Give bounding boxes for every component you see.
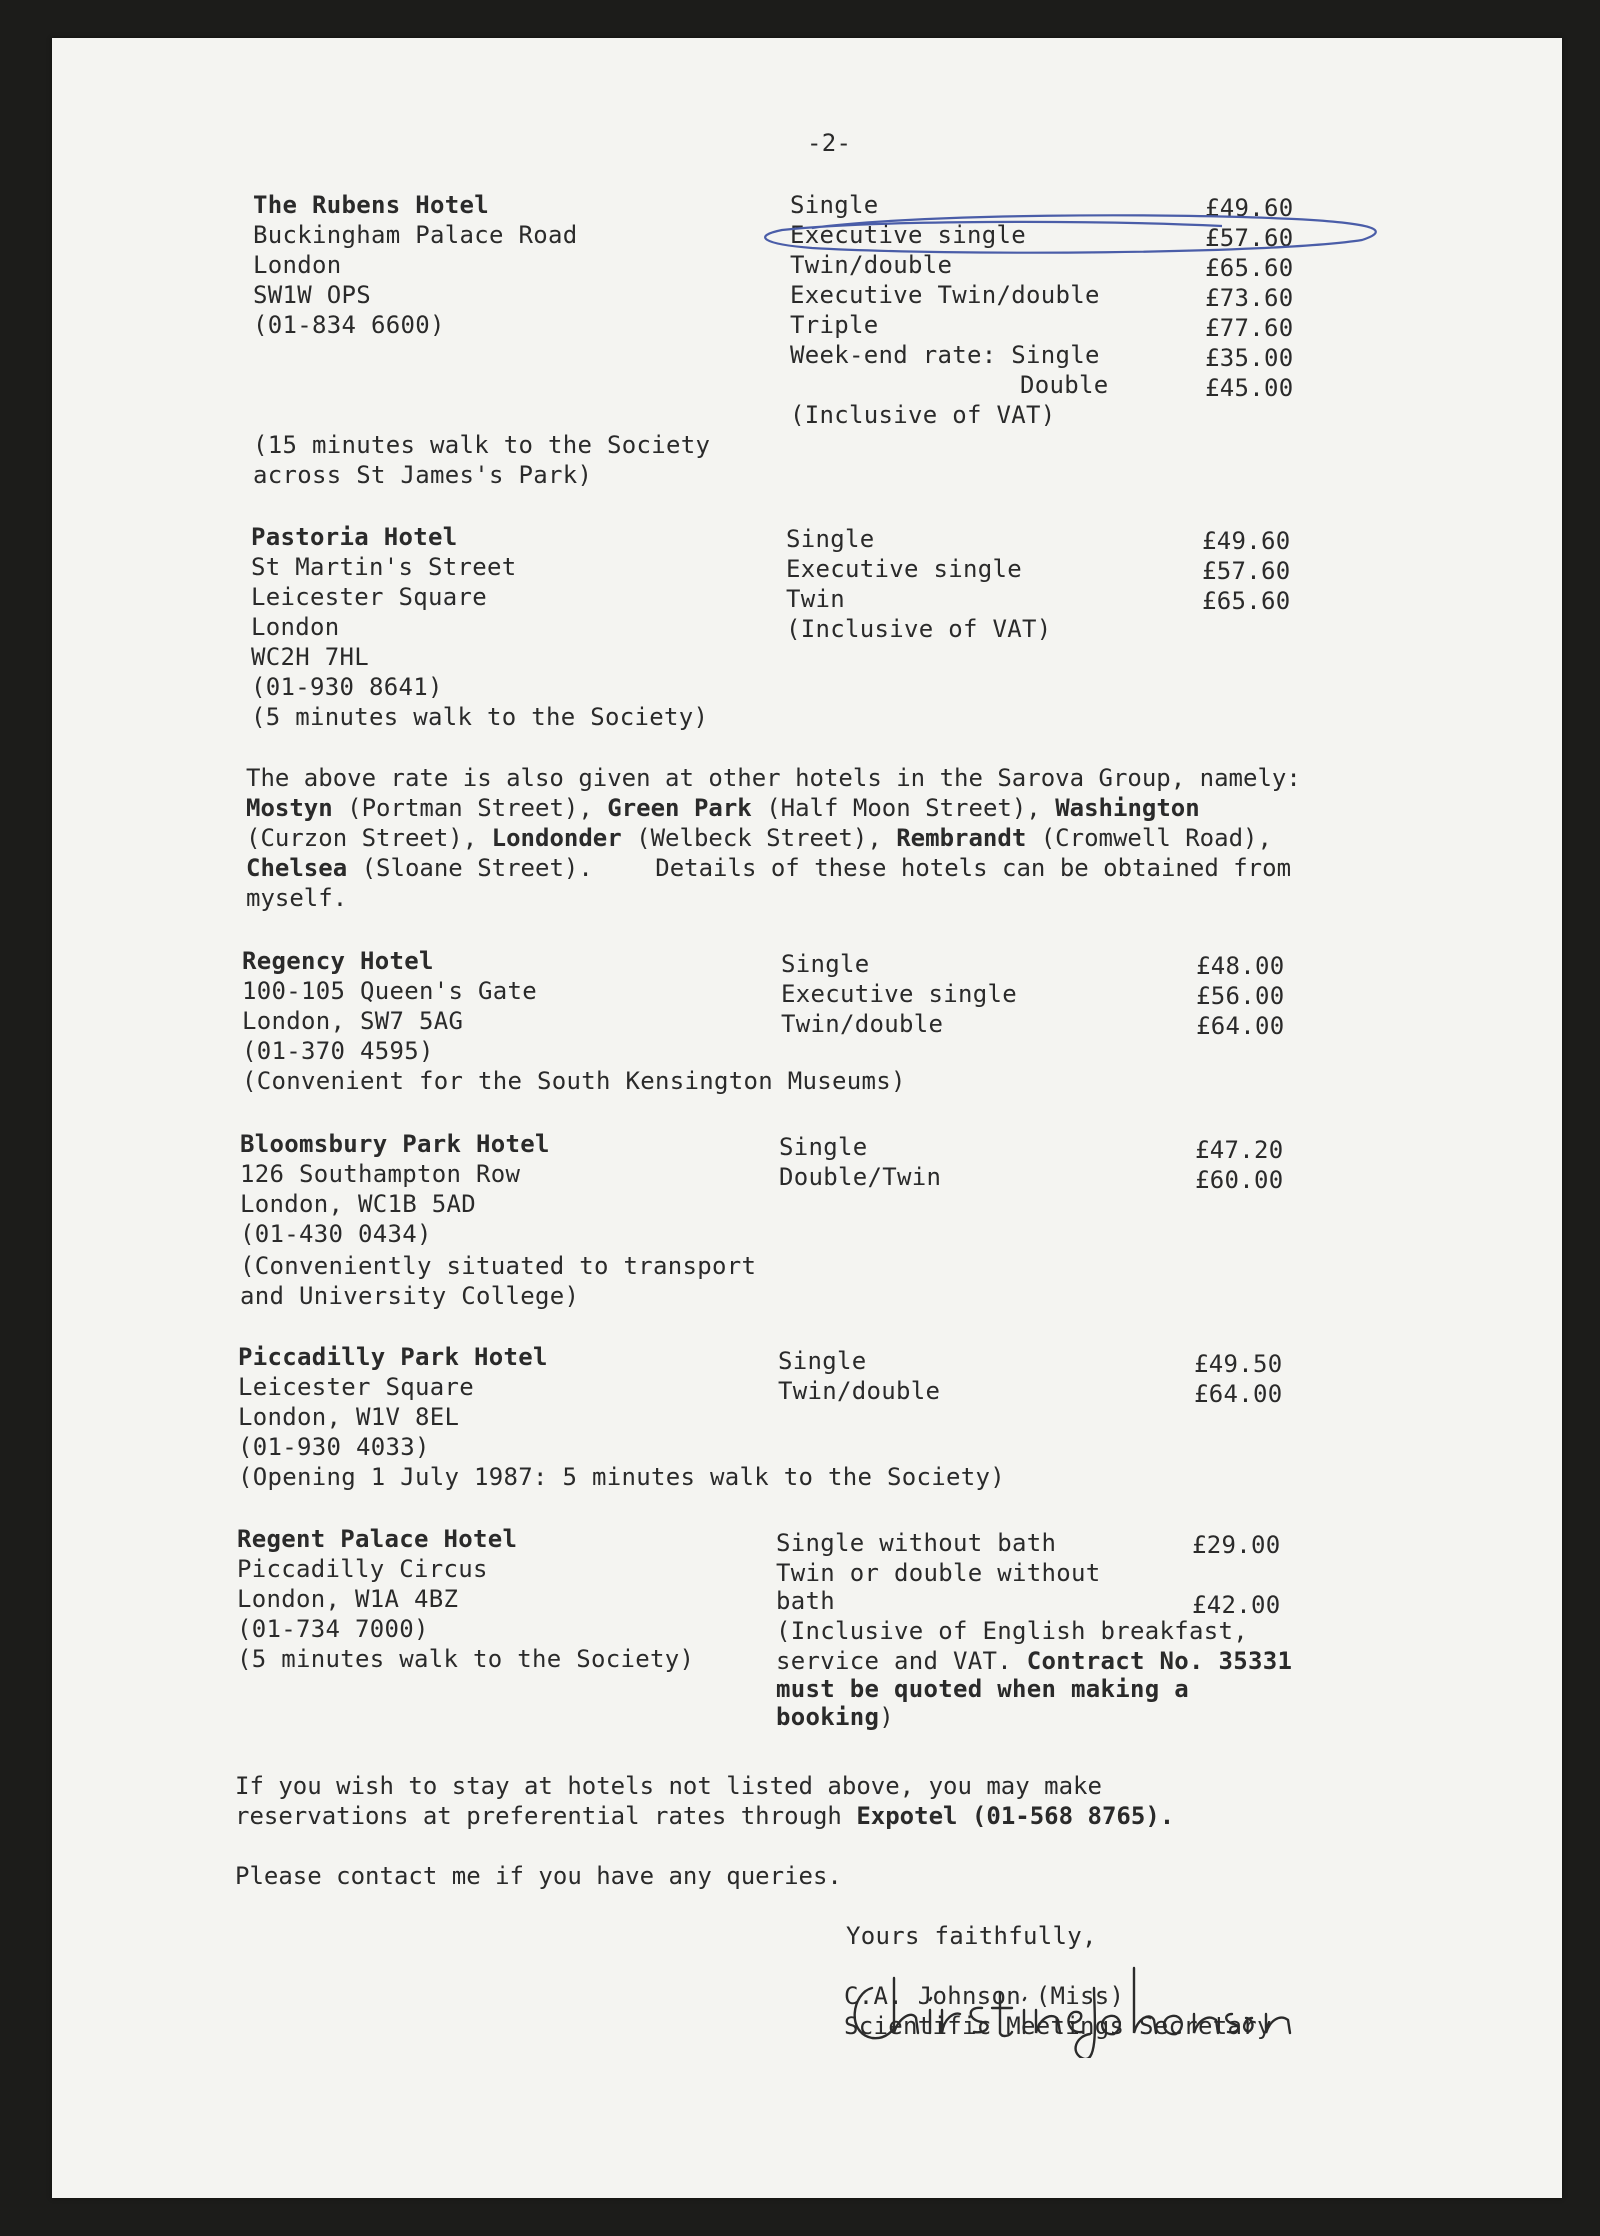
contract-note (776, 1702, 894, 1732)
hotel-name: Piccadilly Park Hotel (238, 1343, 548, 1371)
sarova-street: (Half Moon Street), (766, 794, 1041, 822)
hotel-phone: (01-430 0434) (240, 1220, 432, 1248)
hotel-address: 100-105 Queen's Gate (242, 977, 537, 1005)
pen-circle-mark (752, 206, 1392, 266)
salutation: Yours faithfully, (846, 1922, 1097, 1950)
rate-price: £49.50 (1194, 1350, 1283, 1378)
rates-note: (Inclusive of VAT) (786, 615, 1052, 643)
hotel-note: (Opening 1 July 1987: 5 minutes walk to the Society) (238, 1463, 1005, 1491)
hotel-address: London, SW7 5AG (242, 1007, 464, 1035)
rate-price: £49.60 (1205, 194, 1294, 222)
rate-label: Double (1020, 371, 1109, 399)
sarova-hotel: Green Park (607, 794, 752, 822)
rate-label: Twin (786, 585, 845, 613)
rate-price: £65.60 (1205, 254, 1294, 282)
hotel-address: 126 Southampton Row (240, 1160, 521, 1188)
rate-label: Executive single (790, 221, 1026, 249)
other-hotels-line: If you wish to stay at hotels not listed above, you may make (235, 1772, 1102, 1800)
contract-note: must be quoted when making a (776, 1675, 1189, 1703)
rate-price: £64.00 (1196, 1012, 1285, 1040)
hotel-phone: (01-930 4033) (238, 1433, 430, 1461)
rate-label: Single (786, 525, 875, 553)
sarova-line (246, 823, 1272, 853)
rates-note-text: service and VAT. (776, 1647, 1012, 1675)
hotel-address: London, W1A 4BZ (237, 1585, 459, 1613)
rate-price: £57.60 (1205, 224, 1294, 252)
hotel-name: The Rubens Hotel (253, 191, 489, 219)
sarova-line (246, 853, 1291, 883)
hotel-address: WC2H 7HL (251, 643, 369, 671)
expotel-contact: Expotel (01-568 8765). (856, 1802, 1175, 1830)
rates-note: (Inclusive of VAT) (790, 401, 1056, 429)
rate-label: Double/Twin (779, 1163, 942, 1191)
sarova-street: (Portman Street), (347, 794, 593, 822)
hotel-note: (5 minutes walk to the Society) (251, 703, 709, 731)
hotel-name: Regency Hotel (242, 947, 434, 975)
hotel-note: (Conveniently situated to transport (240, 1252, 757, 1280)
rates-note (776, 1646, 1292, 1676)
rate-label: Triple (790, 311, 879, 339)
rate-label: Single (790, 191, 879, 219)
rate-label: Twin/double (781, 1010, 944, 1038)
contract-number: Contract No. 35331 (1026, 1647, 1293, 1675)
rate-label: Week-end rate: Single (790, 341, 1100, 369)
contract-note-end: booking (776, 1703, 880, 1731)
hotel-address: Leicester Square (238, 1373, 474, 1401)
rate-label: Single without bath (776, 1529, 1057, 1557)
sarova-hotel: Rembrandt (896, 824, 1027, 852)
signatory-name: C.A. Johnson (Miss) (844, 1982, 1125, 2010)
rate-price: £42.00 (1192, 1591, 1281, 1619)
other-hotels-line (235, 1801, 1174, 1831)
contract-note-paren: ) (879, 1703, 894, 1731)
hotel-address: London (253, 251, 342, 279)
hotel-phone: (01-734 7000) (237, 1615, 429, 1643)
rate-label: Single (778, 1347, 867, 1375)
rate-price: £48.00 (1196, 952, 1285, 980)
rates-note: (Inclusive of English breakfast, (776, 1617, 1248, 1645)
rate-label: Twin or double without (776, 1559, 1101, 1587)
sarova-street: (Cromwell Road), (1040, 824, 1272, 852)
rate-price: £65.60 (1202, 587, 1291, 615)
hotel-note: and University College) (240, 1282, 580, 1310)
rate-label: Executive single (786, 555, 1022, 583)
signatory-title: Scientific Meetings Secretary (844, 2012, 1272, 2040)
hotel-address: London (251, 613, 340, 641)
rate-price: £35.00 (1205, 344, 1294, 372)
rate-label: Twin/double (790, 251, 953, 279)
rate-price: £64.00 (1194, 1380, 1283, 1408)
sarova-intro: The above rate is also given at other hotels in the Sarova Group, namely: (246, 764, 1301, 792)
sarova-hotel: Washington (1055, 794, 1200, 822)
sarova-line (246, 793, 1200, 823)
hotel-address: Buckingham Palace Road (253, 221, 578, 249)
hotel-address: Piccadilly Circus (237, 1555, 488, 1583)
hotel-name: Bloomsbury Park Hotel (240, 1130, 550, 1158)
hotel-note: across St James's Park) (253, 461, 593, 489)
hotel-address: St Martin's Street (251, 553, 517, 581)
hotel-note: (Convenient for the South Kensington Museums) (242, 1067, 906, 1095)
rate-label: Single (779, 1133, 868, 1161)
rate-price: £49.60 (1202, 527, 1291, 555)
hotel-address: London, WC1B 5AD (240, 1190, 476, 1218)
sarova-street: (Curzon Street), (246, 824, 478, 852)
rate-price: £73.60 (1205, 284, 1294, 312)
sarova-details: Details of these hotels can be obtained from (655, 854, 1292, 882)
sarova-street: (Welbeck Street), (636, 824, 882, 852)
rate-price: £57.60 (1202, 557, 1291, 585)
rate-label: bath (776, 1587, 835, 1615)
hotel-name: Regent Palace Hotel (237, 1525, 518, 1553)
contact-line: Please contact me if you have any queries. (235, 1862, 842, 1890)
rate-label: Twin/double (778, 1377, 941, 1405)
sarova-hotel: Mostyn (246, 794, 333, 822)
hotel-name: Pastoria Hotel (251, 523, 458, 551)
hotel-note: (5 minutes walk to the Society) (237, 1645, 695, 1673)
rate-label: Executive single (781, 980, 1017, 1008)
hotel-address: Leicester Square (251, 583, 487, 611)
sarova-hotel: Londonder (491, 824, 622, 852)
rate-price: £45.00 (1205, 374, 1294, 402)
sarova-details-end: myself. (246, 884, 348, 912)
rate-price: £29.00 (1192, 1531, 1281, 1559)
other-hotels-text: reservations at preferential rates through (235, 1802, 842, 1830)
rate-label: Executive Twin/double (790, 281, 1100, 309)
rate-price: £47.20 (1195, 1136, 1284, 1164)
hotel-note: (15 minutes walk to the Society (253, 431, 711, 459)
sarova-hotel: Chelsea (246, 854, 348, 882)
rate-label: Single (781, 950, 870, 978)
letter-page (52, 38, 1562, 2198)
hotel-phone: (01-834 6600) (253, 311, 445, 339)
page-number: -2- (807, 129, 852, 157)
rate-price: £60.00 (1195, 1166, 1284, 1194)
rate-price: £77.60 (1205, 314, 1294, 342)
sarova-street: (Sloane Street). (361, 854, 593, 882)
hotel-phone: (01-930 8641) (251, 673, 443, 701)
hotel-address: SW1W OPS (253, 281, 371, 309)
rate-price: £56.00 (1196, 982, 1285, 1010)
hotel-address: London, W1V 8EL (238, 1403, 460, 1431)
hotel-phone: (01-370 4595) (242, 1037, 434, 1065)
